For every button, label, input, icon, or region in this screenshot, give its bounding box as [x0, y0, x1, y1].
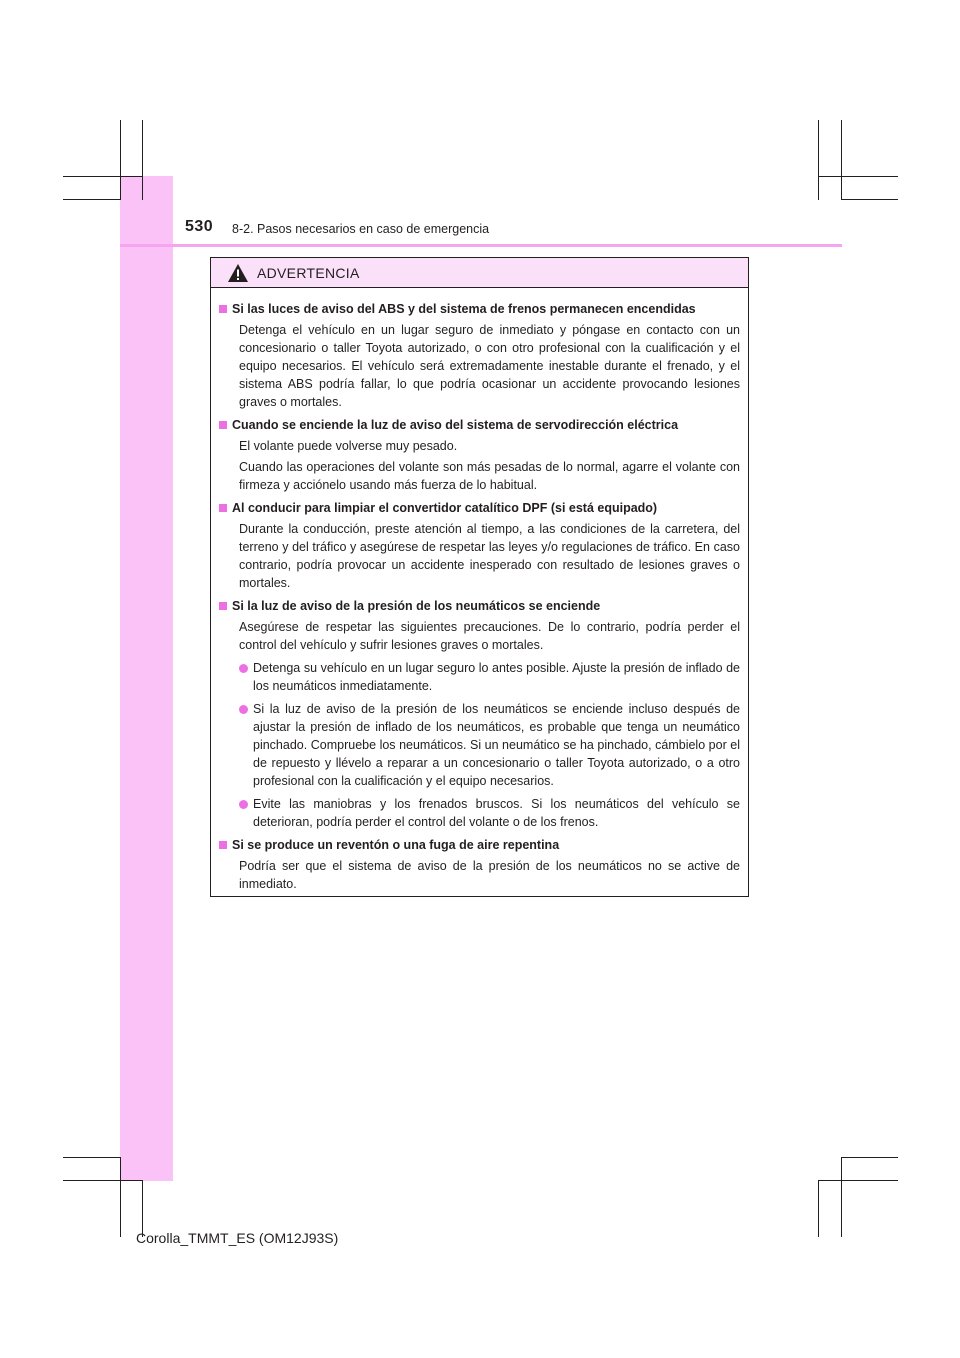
page-number: 530 — [185, 218, 214, 235]
bullet-item — [239, 700, 740, 790]
warning-paragraph: Podría ser que el sistema de aviso de la presión de los neumáticos no se active de inmediato. — [239, 859, 740, 891]
crop-mark — [142, 120, 143, 200]
heading-text: Si las luces de aviso del ABS y del sistema de frenos permanecen encendidas — [232, 302, 696, 316]
crop-mark — [841, 1157, 842, 1237]
square-bullet-icon — [219, 305, 227, 313]
heading-text: Si se produce un reventón o una fuga de aire repentina — [232, 838, 560, 852]
bullet-item — [239, 659, 740, 695]
crop-mark — [841, 199, 898, 200]
footer-doc-id: Corolla_TMMT_ES (OM12J93S) — [136, 1230, 339, 1246]
crop-mark — [63, 1180, 143, 1181]
crop-mark — [120, 1157, 121, 1237]
crop-mark — [818, 1180, 898, 1181]
crop-mark — [818, 120, 819, 200]
crop-mark — [818, 1180, 819, 1237]
crop-mark — [841, 120, 842, 200]
bullet-text: Detenga su vehículo en un lugar seguro lo antes posible. Ajuste la presión de inflado de los neumáticos inmediatamente. — [253, 661, 740, 693]
section-title: 8-2. Pasos necesarios en caso de emergencia — [232, 222, 490, 236]
bullet-text: Evite las maniobras y los frenados bruscos. Si los neumáticos del vehículo se deterioran, podría perder el control del volante o de los frenos. — [253, 797, 740, 829]
bullet-item — [239, 795, 740, 831]
crop-mark — [120, 120, 121, 200]
warning-paragraph: Detenga el vehículo en un lugar seguro de inmediato y póngase en contacto con un concesionario o taller Toyota autorizado, o con otro profesional con la cualificación y el equipo necesarios. El vehículo será extremadamente inestable durante el frenado, y el sistema ABS podría fallar, lo que podría ocasionar un accidente provocando lesiones graves o mortales. — [239, 323, 740, 409]
side-color-bar — [120, 176, 173, 1181]
warning-header — [211, 258, 748, 288]
warning-item-heading — [219, 300, 740, 318]
warning-box — [210, 257, 749, 897]
warning-paragraph: Durante la conducción, preste atención al tiempo, a las condiciones de la carretera, del terreno y del tráfico y asegúrese de respetar las leyes y/o regulaciones de tráfico. En caso contrario, podría provocar un accidente inesperado con resultado de lesiones graves o mortales. — [239, 522, 740, 590]
crop-mark — [63, 176, 143, 177]
square-bullet-icon — [219, 421, 227, 429]
crop-mark — [63, 1157, 121, 1158]
warning-paragraph: Asegúrese de respetar las siguientes precauciones. De lo contrario, podría perder el control del vehículo y sufrir lesiones graves o mortales. — [239, 620, 740, 652]
round-bullet-icon — [239, 800, 248, 809]
warning-title: ADVERTENCIA — [257, 264, 360, 281]
warning-triangle-icon — [227, 263, 249, 283]
bullet-text: Si la luz de aviso de la presión de los neumáticos se enciende incluso después de ajustar la presión de inflado de los neumáticos, es probable que tenga un neumático pinchado. Compruebe los neumáticos. Si un neumático se ha pinchado, cámbielo por el de repuesto y llévelo a reparar a un concesionario o taller Toyota autorizado, o a otro profesional con la cualificación y el equipo necesarios. — [253, 702, 740, 788]
round-bullet-icon — [239, 664, 248, 673]
crop-mark — [142, 1180, 143, 1237]
square-bullet-icon — [219, 841, 227, 849]
heading-text: Si la luz de aviso de la presión de los neumáticos se enciende — [232, 599, 601, 613]
crop-mark — [841, 1157, 898, 1158]
warning-body — [211, 288, 748, 893]
warning-item-heading — [219, 597, 740, 615]
warning-item-heading — [219, 836, 740, 854]
header-divider — [120, 244, 842, 247]
warning-item-heading — [219, 499, 740, 517]
warning-paragraph: Cuando las operaciones del volante son más pesadas de lo normal, agarre el volante con firmeza y acciónelo usando más fuerza de lo habitual. — [239, 460, 740, 492]
crop-mark — [63, 199, 121, 200]
warning-item-heading — [219, 416, 740, 434]
square-bullet-icon — [219, 602, 227, 610]
round-bullet-icon — [239, 705, 248, 714]
heading-text: Al conducir para limpiar el convertidor catalítico DPF (si está equipado) — [232, 501, 658, 515]
crop-mark — [818, 176, 898, 177]
heading-text: Cuando se enciende la luz de aviso del sistema de servodirección eléctrica — [232, 418, 679, 432]
square-bullet-icon — [219, 504, 227, 512]
warning-paragraph: El volante puede volverse muy pesado. — [239, 439, 458, 453]
